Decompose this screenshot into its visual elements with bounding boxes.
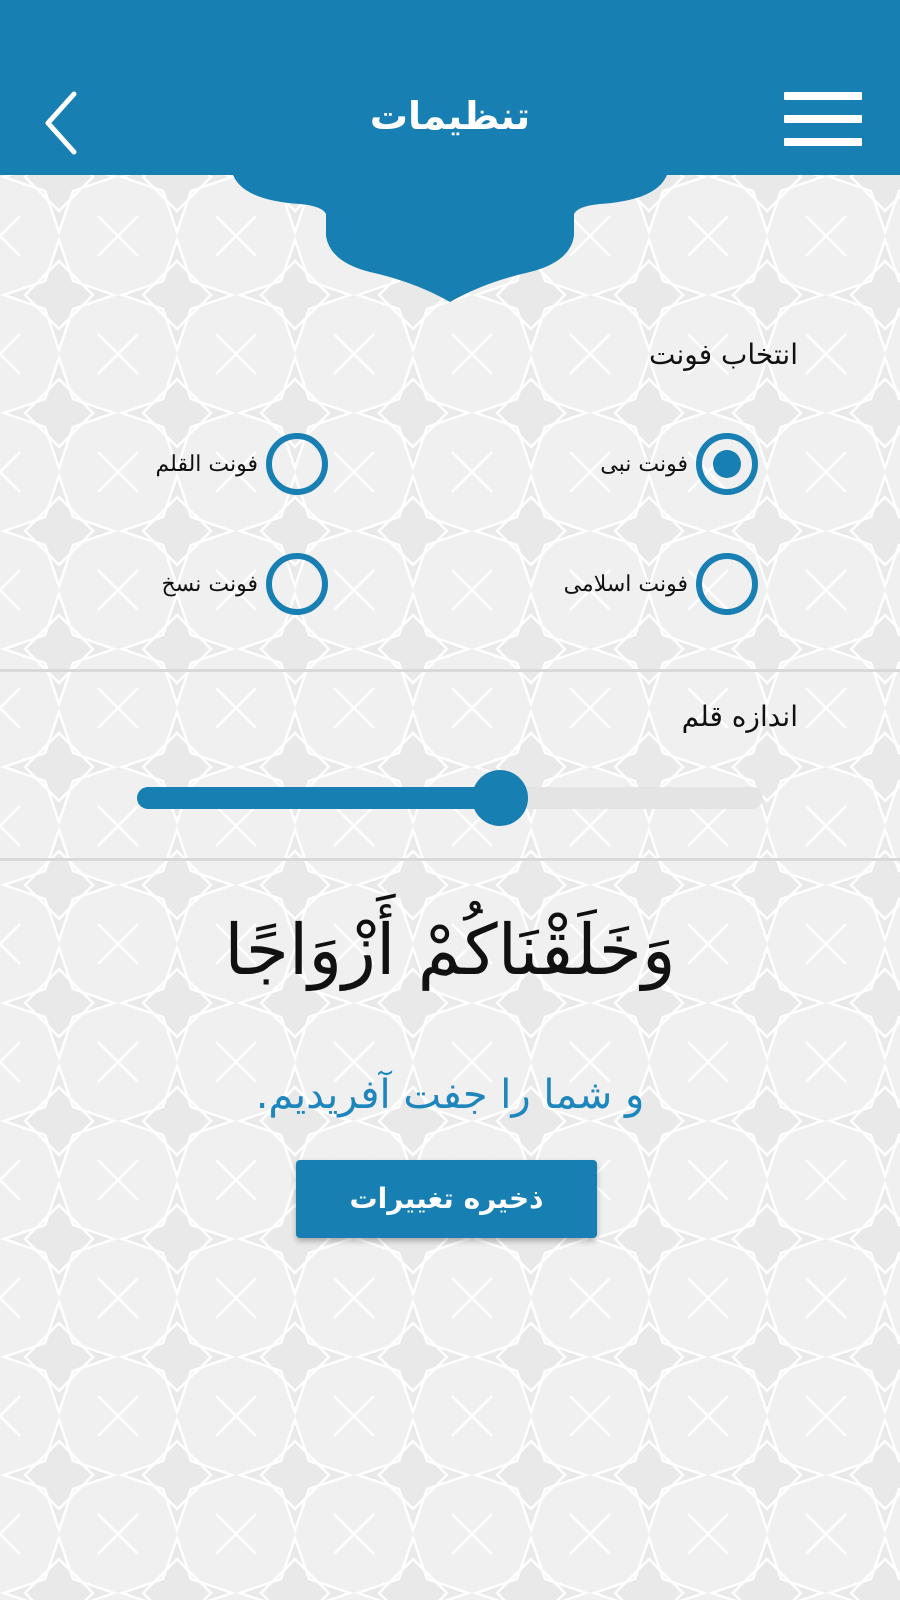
save-changes-button[interactable]: ذخیره تغییرات bbox=[296, 1160, 597, 1238]
radio-button[interactable] bbox=[266, 433, 328, 495]
size-section-label: اندازه قلم bbox=[681, 700, 798, 733]
back-button[interactable] bbox=[38, 88, 88, 158]
font-section-label: انتخاب فونت bbox=[648, 338, 798, 371]
font-option-label: فونت اسلامی bbox=[563, 571, 688, 597]
slider-fill bbox=[137, 787, 500, 809]
font-option-nabi[interactable] bbox=[600, 433, 758, 495]
radio-button[interactable] bbox=[696, 553, 758, 615]
section-divider bbox=[0, 669, 900, 672]
font-option-label: فونت القلم bbox=[155, 451, 258, 477]
section-divider bbox=[0, 858, 900, 861]
header-ornament bbox=[0, 0, 900, 310]
font-option-label: فونت نبی bbox=[600, 451, 688, 477]
hamburger-menu-icon bbox=[784, 92, 862, 100]
page-title: تنظیمات bbox=[369, 94, 531, 138]
radio-button-selected[interactable] bbox=[696, 433, 758, 495]
font-option-alqalam[interactable] bbox=[156, 433, 328, 495]
preview-arabic-text: وَخَلَقْنَاكُمْ أَزْوَاجًا bbox=[224, 909, 676, 991]
menu-button[interactable] bbox=[784, 92, 862, 146]
font-size-slider[interactable] bbox=[137, 787, 763, 809]
slider-thumb[interactable] bbox=[472, 770, 528, 826]
font-option-label: فونت نسخ bbox=[161, 571, 258, 597]
radio-button[interactable] bbox=[266, 553, 328, 615]
preview-translation-text: و شما را جفت آفریدیم. bbox=[255, 1072, 645, 1118]
font-option-islami[interactable] bbox=[564, 553, 758, 615]
chevron-left-icon bbox=[38, 88, 88, 158]
font-option-naskh[interactable] bbox=[161, 553, 328, 615]
